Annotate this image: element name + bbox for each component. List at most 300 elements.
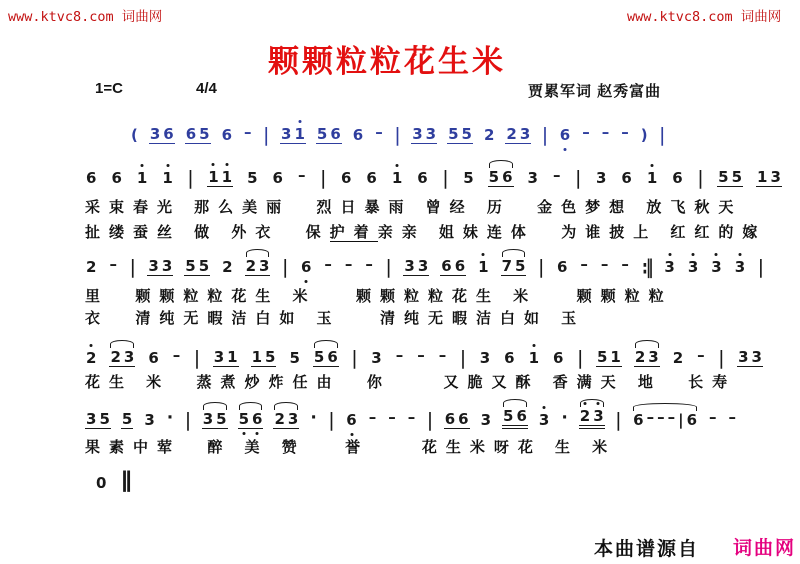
lyric-segment: 里 颗颗粒粒花生 米 颗颗粒粒花生 米 颗颗粒粒 [85, 288, 673, 305]
note-group [444, 411, 470, 429]
note-token: 2 [506, 124, 517, 143]
barline [281, 255, 288, 278]
barline [537, 255, 544, 278]
note-token: 3 [149, 124, 161, 143]
barline [193, 346, 200, 369]
duration-dash [387, 407, 397, 429]
note-group [717, 169, 743, 187]
duration-dash [581, 122, 591, 144]
note-group [595, 170, 607, 187]
note-group [238, 411, 264, 429]
note-token: 6 [633, 410, 644, 429]
note-group [352, 127, 364, 144]
song-title: 颗颗粒粒花生米 [268, 44, 506, 79]
note-group [147, 258, 173, 276]
note-group [110, 170, 122, 187]
note-group [185, 126, 211, 144]
note-group [340, 170, 352, 187]
barline [184, 408, 191, 431]
note-token: 6 [559, 125, 571, 144]
note-token: 1 [646, 168, 658, 187]
duration-dash [108, 254, 118, 276]
note-token: | [394, 123, 401, 146]
barline [574, 166, 581, 189]
lyric-line-3 [85, 285, 673, 306]
barline [615, 408, 622, 431]
note-token: – [667, 407, 676, 426]
duration-dash [344, 254, 354, 276]
duration-dash [416, 345, 426, 367]
note-token: 5 [718, 167, 729, 186]
note-group [634, 349, 660, 367]
note-group [528, 350, 540, 367]
note-group [411, 126, 437, 144]
note-token: 6 [352, 125, 364, 144]
note-token: · [310, 408, 317, 429]
note-group [136, 170, 148, 187]
note-group [221, 259, 233, 276]
note-token: 6 [111, 168, 122, 187]
final-barline [120, 468, 134, 494]
note-group [646, 170, 658, 187]
note-group [166, 409, 174, 429]
note-group [143, 412, 155, 429]
note-group [559, 127, 571, 144]
lyric-segment: 护着 [329, 224, 378, 241]
note-token: 3 [412, 124, 423, 143]
barline [263, 123, 270, 146]
note-token: 5 [121, 409, 133, 428]
barline [757, 255, 764, 278]
note-token: 3 [687, 257, 699, 276]
note-token: 1 [294, 124, 305, 143]
note-group [184, 258, 210, 276]
lyric-segment: 衣 清纯无暇洁白如 玉 清纯无暇洁白如 玉 [85, 310, 586, 327]
barline [718, 346, 725, 369]
note-token: | [659, 123, 666, 146]
note-token: · [561, 408, 568, 429]
note-token: 3 [479, 348, 491, 367]
barline [394, 123, 401, 146]
note-group [477, 259, 489, 276]
note-token: | [718, 346, 725, 369]
note-group [710, 259, 722, 276]
note-token: 6 [366, 168, 377, 187]
note-group [552, 350, 564, 367]
note-group [207, 169, 233, 187]
note-token: – [438, 345, 447, 364]
duration-dash [297, 165, 307, 187]
note-token: | [427, 408, 433, 431]
note-token: 3 [371, 348, 382, 367]
note-token: 6 [148, 348, 159, 367]
note-token: 6 [330, 124, 341, 143]
note-token: – [407, 407, 416, 426]
duration-dash [696, 345, 706, 367]
note-group [488, 169, 514, 187]
barline [659, 123, 666, 146]
note-group [251, 349, 277, 367]
note-token: | [194, 346, 200, 369]
lyric-segment: 亲亲 姐妹连体 为谁披上 红红的嫁 [377, 224, 767, 241]
note-token: 3 [648, 347, 659, 366]
note-token: – [297, 165, 306, 184]
note-token: :‖ [641, 254, 652, 279]
duration-dash [243, 122, 253, 144]
lyric-line-5 [85, 371, 736, 392]
note-token: – [709, 407, 717, 426]
note-token: – [646, 407, 655, 426]
note-token: 2 [634, 347, 646, 366]
note-token: | [758, 255, 764, 278]
note-token: | [538, 255, 544, 278]
note-token: | [615, 408, 622, 431]
note-token: 5 [461, 124, 472, 143]
note-group [85, 350, 97, 367]
note-token: 3 [595, 168, 607, 187]
note-token: 5 [463, 168, 474, 187]
note-group [121, 411, 133, 429]
note-token: – [621, 254, 629, 273]
note-token: 1 [757, 167, 768, 186]
note-group [149, 126, 175, 144]
note-token: 6 [553, 348, 564, 367]
note-token: 6 [672, 168, 683, 187]
note-group [161, 170, 173, 187]
note-group [202, 411, 228, 429]
note-group [620, 170, 632, 187]
duration-dash [407, 407, 417, 429]
note-group [560, 409, 568, 429]
note-token: 7 [501, 256, 513, 275]
note-token: 6 [556, 257, 568, 276]
barline [129, 255, 136, 278]
duration-dash [374, 122, 384, 144]
duration-dash [620, 122, 630, 144]
note-token: ( [131, 125, 138, 144]
lyric-segment: 果素中荤 醉 美 赞 誉 花生米呀花 生 米 [85, 439, 617, 456]
note-token: 1 [136, 168, 148, 187]
note-token: 3 [202, 409, 214, 428]
note-group [280, 126, 306, 144]
note-token: 3 [538, 410, 550, 429]
note-token: – [697, 345, 705, 364]
note-token: 5 [316, 124, 328, 143]
note-token: | [320, 166, 326, 189]
note-token: 5 [313, 347, 325, 366]
duration-dash [552, 165, 562, 187]
note-token: – [600, 254, 609, 273]
lyric-line-1 [85, 196, 742, 217]
note-token: 5 [185, 256, 196, 275]
note-group [370, 350, 382, 367]
note-group [502, 408, 528, 429]
note-token: | [187, 166, 194, 189]
note-token: 2 [110, 347, 121, 366]
note-token: 5 [448, 124, 459, 143]
note-group [273, 411, 299, 429]
note-token: 3 [144, 410, 155, 429]
note-group [640, 127, 649, 144]
note-token: – [580, 254, 588, 273]
note-group [663, 259, 675, 276]
note-group [130, 127, 139, 144]
note-group [221, 127, 233, 144]
barline [459, 346, 466, 369]
note-token: 6 [86, 168, 97, 187]
note-token: 2 [579, 406, 591, 425]
note-token: 5 [99, 409, 110, 428]
note-group [672, 350, 684, 367]
note-token: 5 [247, 168, 258, 187]
note-group [503, 350, 515, 367]
note-group [556, 259, 568, 276]
note-token: | [575, 166, 581, 189]
note-token: 1 [610, 347, 621, 366]
watermark-top-right: www.ktvc8.com 词曲网 [627, 9, 782, 25]
lyric-segment: 扯缕蚕丝 做 外衣 保 [85, 224, 330, 241]
note-group [440, 258, 466, 276]
key-signature: 1=C [95, 80, 123, 97]
note-group [85, 411, 111, 429]
note-token: 6 [327, 347, 338, 366]
note-token: 3 [259, 256, 270, 275]
notation-line-row3 [85, 252, 765, 279]
note-token: 6 [444, 409, 456, 428]
duration-dash [438, 345, 448, 367]
note-token: 1 [528, 348, 540, 367]
note-token: 1 [208, 167, 219, 186]
note-token: – [417, 345, 425, 364]
lyric-segment: 采束春光 那么美丽 烈日暴雨 曾经 历 金色梦想 放飞秋天 [85, 199, 743, 216]
note-token: | [385, 255, 392, 278]
note-group [300, 259, 312, 276]
note-token: | [129, 255, 136, 278]
note-token: 5 [503, 406, 514, 425]
note-group [85, 170, 97, 187]
note-token: – [657, 407, 665, 426]
note-group [313, 349, 339, 367]
note-token: 2 [222, 257, 233, 276]
notation-line-row2 [85, 163, 782, 187]
note-group [671, 170, 683, 187]
note-token: – [324, 254, 332, 273]
note-group [316, 126, 342, 144]
note-token: 3 [161, 256, 173, 275]
note-token: 3 [738, 347, 749, 366]
notation-line-row4 [85, 343, 763, 367]
note-token: 2 [274, 409, 285, 428]
note-token: 6 [272, 168, 283, 187]
note-group [596, 349, 622, 367]
note-group [272, 170, 284, 187]
note-token: 3 [734, 257, 746, 276]
note-token: – [728, 407, 737, 426]
note-token: | [577, 346, 583, 369]
duration-dash [172, 345, 182, 367]
note-token: 6 [163, 124, 174, 143]
note-token: 3 [148, 256, 159, 275]
barline [541, 123, 548, 146]
note-group [538, 412, 550, 429]
note-group [345, 412, 357, 429]
barline [576, 346, 583, 369]
note-group [479, 350, 491, 367]
note-token: | [697, 166, 704, 189]
note-group [309, 409, 317, 429]
note-group [447, 126, 473, 144]
note-token: 1 [221, 167, 233, 186]
note-token: 3 [417, 256, 429, 275]
duration-dash [728, 407, 738, 429]
note-token: – [621, 122, 629, 141]
note-token: 3 [711, 257, 722, 276]
note-token: | [282, 255, 288, 278]
duration-dash [323, 254, 333, 276]
note-token: 5 [199, 124, 210, 143]
note-token: 6 [621, 168, 632, 187]
note-token: 6 [504, 348, 515, 367]
duration-dash [395, 345, 405, 367]
note-token: | [328, 408, 335, 431]
note-token: 6 [417, 168, 428, 187]
note-token: 3 [519, 124, 531, 143]
note-token: 3 [770, 167, 781, 186]
note-token: – [109, 254, 117, 273]
barline [426, 408, 433, 431]
note-token: 1 [162, 168, 173, 187]
note-group [737, 349, 763, 367]
note-group [483, 127, 495, 144]
note-token: 2 [86, 257, 97, 276]
note-token: 3 [281, 124, 292, 143]
note-token: 6 [502, 167, 513, 186]
note-group [579, 408, 605, 429]
note-token: | [263, 123, 270, 146]
note-token: | [460, 346, 466, 369]
note-token: ‖ [120, 468, 134, 494]
note-group [527, 170, 539, 187]
credits: 贾累军词 赵秀富曲 [528, 83, 662, 100]
note-group [501, 258, 527, 276]
duration-dash [368, 407, 378, 429]
note-group [403, 258, 429, 276]
lyric-line-4 [85, 307, 585, 328]
notation-line-intro [130, 120, 666, 144]
note-token: – [388, 407, 396, 426]
note-token: | [678, 410, 684, 429]
notation-line-row5 [85, 405, 737, 429]
barline [187, 166, 194, 189]
note-token: 1 [478, 257, 489, 276]
note-token: – [582, 122, 590, 141]
note-token: 3 [527, 168, 538, 187]
duration-dash [364, 254, 374, 276]
note-token: 6 [252, 409, 263, 428]
note-group [734, 259, 746, 276]
note-token: 3 [287, 409, 299, 428]
note-token: – [375, 122, 383, 141]
note-token: | [542, 123, 548, 146]
note-token: 5 [238, 409, 250, 428]
note-token: 6 [346, 410, 357, 429]
lyric-line-2 [85, 221, 766, 242]
note-token: 3 [123, 347, 135, 366]
note-token: – [395, 345, 404, 364]
note-token: – [368, 407, 377, 426]
barline [319, 166, 326, 189]
note-group [288, 350, 300, 367]
note-group [416, 170, 428, 187]
note-token: – [601, 122, 610, 141]
note-token: – [244, 122, 252, 141]
note-token: 6 [221, 125, 233, 144]
note-token: 2 [86, 348, 97, 367]
note-token: 3 [425, 124, 437, 143]
notation-line-ending [95, 468, 132, 492]
note-token: 5 [289, 348, 300, 367]
barline [351, 346, 358, 369]
note-group [462, 170, 474, 187]
note-token: 6 [516, 406, 527, 425]
note-token: 5 [515, 256, 526, 275]
duration-dash [601, 122, 611, 144]
note-token: 6 [458, 409, 469, 428]
note-token: 6 [185, 124, 197, 143]
footer-site-label: 词曲网 [733, 538, 797, 559]
barline [328, 408, 335, 431]
barline [385, 255, 392, 278]
lyric-line-6 [85, 436, 616, 457]
note-token: 5 [216, 409, 227, 428]
note-token: 3 [751, 347, 762, 366]
note-token: 3 [213, 347, 225, 366]
note-token: 1 [227, 347, 238, 366]
note-token: · [166, 408, 174, 429]
note-token: 2 [245, 256, 257, 275]
duration-dash [579, 254, 589, 276]
note-group [687, 259, 699, 276]
note-token: – [365, 254, 373, 273]
watermark-top-left: www.ktvc8.com 词曲网 [8, 9, 163, 25]
note-token: – [344, 254, 353, 273]
note-token: 5 [265, 347, 276, 366]
note-group [95, 475, 107, 492]
note-group [147, 350, 159, 367]
duration-dash [708, 407, 718, 429]
footer-source-label: 本曲谱源自 [594, 539, 700, 560]
note-group [756, 169, 782, 187]
duration-dash [600, 254, 610, 276]
note-token: 0 [96, 473, 107, 492]
note-token: 5 [198, 256, 210, 275]
barline [697, 166, 704, 189]
note-token: 1 [391, 168, 403, 187]
note-group [391, 170, 403, 187]
note-group [85, 259, 97, 276]
note-token: – [552, 165, 561, 184]
note-token: – [172, 345, 181, 364]
barline [442, 166, 449, 189]
note-token: 3 [593, 406, 604, 425]
note-token: | [185, 408, 191, 431]
note-token: 6 [454, 256, 466, 275]
note-group [109, 349, 135, 367]
note-token: 6 [686, 410, 698, 429]
note-token: ) [640, 125, 648, 144]
note-token: 5 [596, 347, 608, 366]
duration-dash [620, 254, 630, 276]
